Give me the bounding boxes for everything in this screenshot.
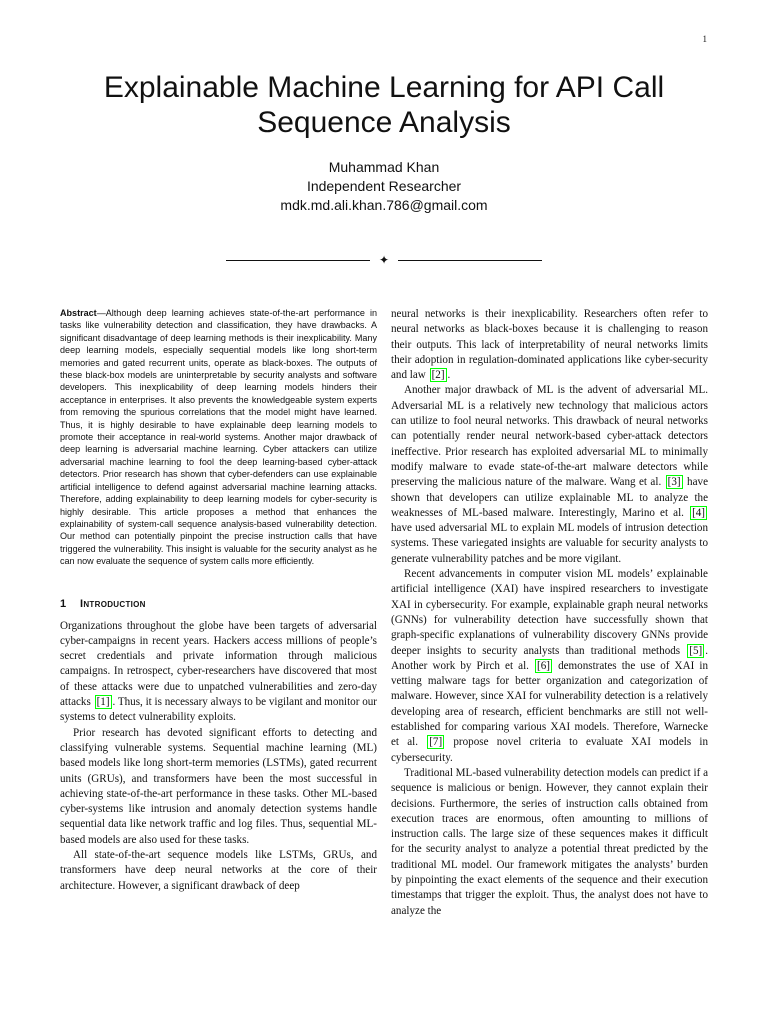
separator-diamond-icon: ✦ <box>378 253 390 267</box>
citation-link-5[interactable]: [5] <box>689 644 703 657</box>
citation-link-6[interactable]: [6] <box>537 659 550 672</box>
abstract-dash: — <box>96 308 106 318</box>
right-p3-text-b: . Another work by Pirch et al. <box>391 644 708 672</box>
right-p1-text-b: . <box>447 369 451 382</box>
citation-link-3[interactable]: [3] <box>667 476 681 489</box>
title-line-2: Sequence Analysis <box>257 106 511 139</box>
section-heading-introduction <box>60 597 377 611</box>
right-p1-text-a: neural networks is their inexplicability. Researchers often refer to neural networks as black-boxes because it is challenging to reason their outputs. This lack of interpretability of neural networks limits their adoption in regulation-dominated applications like cyber-security and law <box>391 308 708 382</box>
right-p2-text-a: Another major drawback of ML is the advent of adversarial ML. Adversarial ML is a relatively new technology that malicious actors can utilize to fool neural networks. This drawback of neural networks can potentially render neural network-based cyber-attack detectors ineffective. Prior research has exploited adversarial ML to minimally modify malware to evade state-of-the-art malware detectors while preserving the malicious nature of the malware. Wang et al. <box>391 384 708 489</box>
right-p2-text-c: have used adversarial ML to explain ML models of intrusion detection systems. These variegated insights are valuable for security analysts to generate vulnerability patches and be more vigilant. <box>391 522 708 565</box>
author-email: mdk.md.ali.khan.786@gmail.com <box>280 197 488 213</box>
right-p2-text-b: have shown that developers can utilize explainable ML to analyze the weaknesses of ML-based malware. Interestingly, Marino et al. <box>391 476 709 519</box>
right-paragraph-1 <box>391 307 708 383</box>
page-number: 1 <box>702 34 707 44</box>
intro-paragraph-3: All state-of-the-art sequence models like LSTMs, GRUs, and transformers have deep neural networks at the core of their architecture. However, a significant drawback of deep <box>60 848 377 892</box>
author-name: Muhammad Khan <box>328 159 440 175</box>
abstract-label: Abstract <box>60 308 97 318</box>
citation-link-2[interactable]: [2] <box>431 369 445 382</box>
intro-p1-text-a: Organizations throughout the globe have been targets of adversarial cyber-campaigns in recent years. Hackers access millions of people’s secret credentials and private information through malicious campaigns. In retrospect, cyber-researchers have discovered that most of these attacks were due to unpatched vulnerabilities and zero-day attacks <box>60 619 377 709</box>
separator-rule-left <box>226 260 370 261</box>
author-affiliation: Independent Researcher <box>306 178 462 194</box>
abstract <box>60 307 377 568</box>
right-p3-text-c: demonstrates the use of XAI in vetting malware tags for better organization and categorization of malware. However, since XAI for vulnerability detection is a relatively developing area of research, efficient benchmarks are still not well-established for comparing various XAI models. Therefore, Warnecke et al. <box>391 659 709 749</box>
right-paragraph-2 <box>391 383 708 567</box>
section-title: Introduction <box>80 597 146 610</box>
separator-rule-right <box>398 260 542 261</box>
author-block <box>60 158 708 215</box>
right-paragraph-3 <box>391 567 708 766</box>
abstract-text: Although deep learning achieves state-of-the-art performance in tasks like vulnerability detection and classification, they have drawbacks. A significant disadvantage of deep learning methods is their inexplicability. Many deep learning models, especially sequential models like long short-term memories and gated recurrent units, operate as black-boxes. The outputs of these black-box models are uninterpretable by security analysts and software developers. This inexplicability of deep learning models hinders their acceptance in enterprises. It also prevents the knowledgeable system experts from removing the spurious correlations that the model might have learned. Thus, it is highly desirable to have explainable deep learning models to promote their acceptance in real-world systems. Another major drawback of deep learning is adversarial machine learning. Cyber attackers can utilize adversarial machine learning to fool the deep learning-based cyber-attack detectors. Prior research has shown that cyber-defenders can use explainable artificial intelligence to defend against adversarial machine learning attacks. Therefore, adding explainability to deep learning models for cyber-security is highly desirable. This article proposes a method that enhances the explainability of system-call sequence analysis-based vulnerability detection. Our method can potentially pinpoint the precise instruction calls that have triggered the vulnerability. This insight is valuable for the security analyst as he can now evaluate the sequence of system calls more efficiently. <box>60 308 377 567</box>
paper-title <box>60 70 708 140</box>
title-block <box>60 70 708 215</box>
right-paragraph-4: Traditional ML-based vulnerability detection models can predict if a sequence is malicious or benign. However, they cannot explain their decisions. Furthermore, the series of instruction calls obtained from execution traces are enormous, often amounting to millions of instruction calls. The large size of these sequences makes it difficult for the security analyst to analyze a potential threat predicted by the traditional ML model. Our framework mitigates the analysts’ burden by pinpointing the exact elements of the sequence and their execution timestamps that trigger the exploit. Thus, the analyst does not have to analyze the <box>391 766 708 917</box>
intro-p1-text-b: . Thus, it is necessary always to be vigilant and monitor our systems to detect vulnerability exploits. <box>60 696 377 724</box>
intro-paragraph-1 <box>60 619 377 726</box>
left-column <box>60 307 377 894</box>
right-p3-text-d: propose novel criteria to evaluate XAI models in cybersecurity. <box>391 736 708 764</box>
right-column <box>391 307 708 919</box>
section-number: 1 <box>60 597 67 610</box>
citation-link-7[interactable]: [7] <box>429 736 443 749</box>
citation-link-1[interactable]: [1] <box>96 696 110 709</box>
right-p3-text-a: Recent advancements in computer vision ML models’ explainable artificial intelligence (XAI) have inspired researchers to investigate XAI in cybersecurity. For example, explainable graph neural networks (GNNs) for vulnerability detection have successfully shown that graph-specific explanations of vulnerability discovery GNNs provide deeper insights to security analysts than traditional methods <box>391 568 708 657</box>
title-line-1: Explainable Machine Learning for API Call <box>103 71 665 104</box>
intro-paragraph-2: Prior research has devoted significant efforts to detecting and classifying vulnerable systems. Sequential machine learning (ML) based models like long short-term memories (LSTMs), gated recurrent units (GRUs), and transformers have been the most successful in achieving state-of-the-art performance in these tasks. Other ML-based cyber-systems like intrusion and anomaly detection systems handle sequential data like network traffic and log files. Thus, sequential ML-based models are also used for these tasks. <box>60 726 377 846</box>
title-separator <box>226 254 542 266</box>
citation-link-4[interactable]: [4] <box>692 506 705 519</box>
